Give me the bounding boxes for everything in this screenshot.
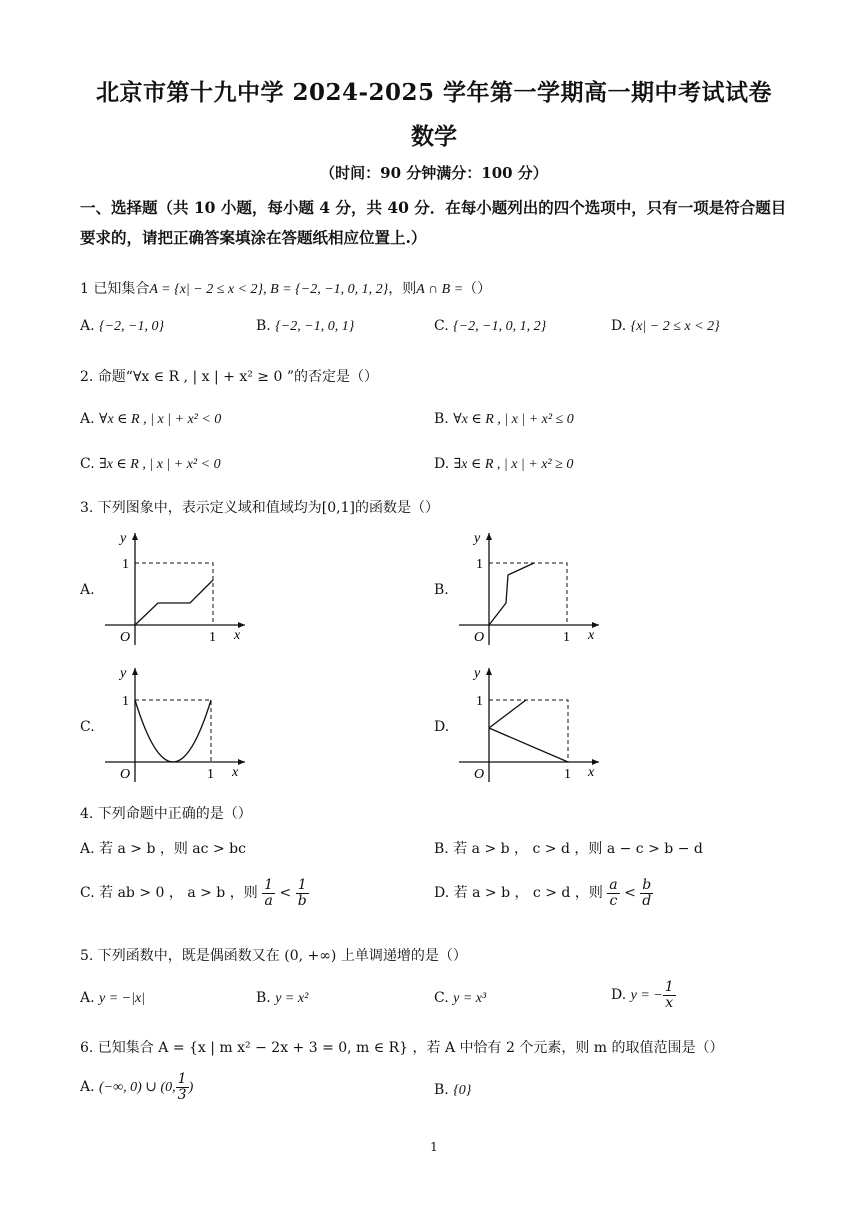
svg-text:O: O [120,767,131,782]
q1-set: A = {x| − 2 ≤ x < 2}, B = {−2, −1, 0, 1, 2} [149,282,389,297]
q1-option-d[interactable]: D. {x| − 2 ≤ x < 2} [611,318,720,334]
question-3-stem: 3. 下列图象中，表示定义域和值域均为[0,1]的函数是（） [80,500,439,516]
q1-option-c[interactable]: C. {−2, −1, 0, 1, 2} [434,318,547,334]
svg-text:x: x [232,765,239,780]
q1-option-b[interactable]: B. {−2, −1, 0, 1} [256,318,355,334]
q3-option-c-label[interactable]: C. [80,719,95,735]
q1-paren: （） [463,281,492,297]
question-4-stem: 4. 下列命题中正确的是（） [80,806,252,822]
q4-option-b[interactable]: B. 若 a > b ， c > d ，则 a − c > b − d [434,841,703,857]
q2-option-b[interactable]: B. ∀x ∈ R , | x | + x² ≤ 0 [434,411,574,427]
svg-text:1: 1 [476,694,483,709]
q4-option-a[interactable]: A. 若 a > b ，则 ac > bc [80,841,246,857]
q6-option-b[interactable]: B. {0} [434,1082,472,1098]
svg-text:O: O [474,767,485,782]
svg-text:y: y [474,666,481,681]
q6-option-a[interactable]: A. (−∞, 0) ∪ (0, $\frac{1}{3}$ ) [80,1071,194,1103]
q3-option-a-label[interactable]: A. [80,582,95,598]
svg-text:1: 1 [476,557,483,572]
section-heading: 一、选择题（共 10 小题，每小题 4 分，共 40 分．在每小题列出的四个选项中，只有一项是符合题目要求的，请把正确答案填涂在答题纸相应位置上.） [80,198,787,247]
q2-option-a[interactable]: A. ∀x ∈ R , | x | + x² < 0 [80,411,222,427]
q3-option-b-label[interactable]: B. [434,582,449,598]
svg-text:1: 1 [563,630,570,645]
q1-expr: A ∩ B = [416,282,464,297]
q1-suffix: ，则 [388,281,417,297]
q3-graph-d [454,660,614,785]
q3-graph-b [454,525,614,650]
svg-text:y: y [474,531,481,546]
svg-text:y: y [120,666,127,681]
q5-option-a[interactable]: A. y = −|x| [80,990,146,1006]
q5-option-c[interactable]: C. y = x³ [434,990,487,1006]
origin-label: O [120,630,131,645]
question-1-stem [80,278,491,298]
subject-title: 数学 [411,123,457,150]
x-one-label: 1 [209,630,216,645]
question-2-stem: 2. 命题“∀x ∈ R , | x | + x² ≥ 0 ”的否定是（） [80,369,378,385]
q5-option-d[interactable]: D. y = − $\frac{1}{x}$ [611,979,674,1011]
q1-prefix: 1 已知集合 [80,281,150,297]
svg-text:1: 1 [122,694,129,709]
q1-option-a[interactable]: A. {−2, −1, 0} [80,318,165,334]
svg-text:1: 1 [564,767,571,782]
q4-option-c[interactable]: C. 若 ab > 0 ， a > b ，则 $\frac{1}{a}$ < $\frac{1}{b}$ [80,877,307,909]
time-info: （时间：90 分钟满分：100 分） [320,164,548,182]
y-axis-label: y [120,531,127,546]
q2-option-c[interactable]: C. ∃x ∈ R , | x | + x² < 0 [80,456,221,472]
svg-text:x: x [588,765,595,780]
q3-graph-a [100,525,260,650]
q3-option-d-label[interactable]: D. [434,719,450,735]
page-number: 1 [430,1140,438,1154]
question-6-stem: 6. 已知集合 A = {x | m x² − 2x + 3 = 0, m ∈ R} ，若 A 中恰有 2 个元素，则 m 的取值范围是（） [80,1040,724,1056]
q2-option-d[interactable]: D. ∃x ∈ R , | x | + x² ≥ 0 [434,456,574,472]
exam-title: 北京市第十九中学 2024-2025 学年第一学期高一期中考试试卷 [95,79,773,106]
q5-option-b[interactable]: B. y = x² [256,990,309,1006]
q3-graph-c [100,660,260,785]
x-axis-label: x [234,628,241,643]
q4-option-d[interactable]: D. 若 a > b ， c > d ，则 $\frac{a}{c}$ < $\frac{b}{d}$ [434,877,652,909]
svg-text:x: x [588,628,595,643]
svg-text:O: O [474,630,485,645]
question-5-stem: 5. 下列函数中，既是偶函数又在 (0, +∞) 上单调递增的是（） [80,948,467,964]
y-one-label: 1 [122,557,129,572]
svg-text:1: 1 [207,767,214,782]
